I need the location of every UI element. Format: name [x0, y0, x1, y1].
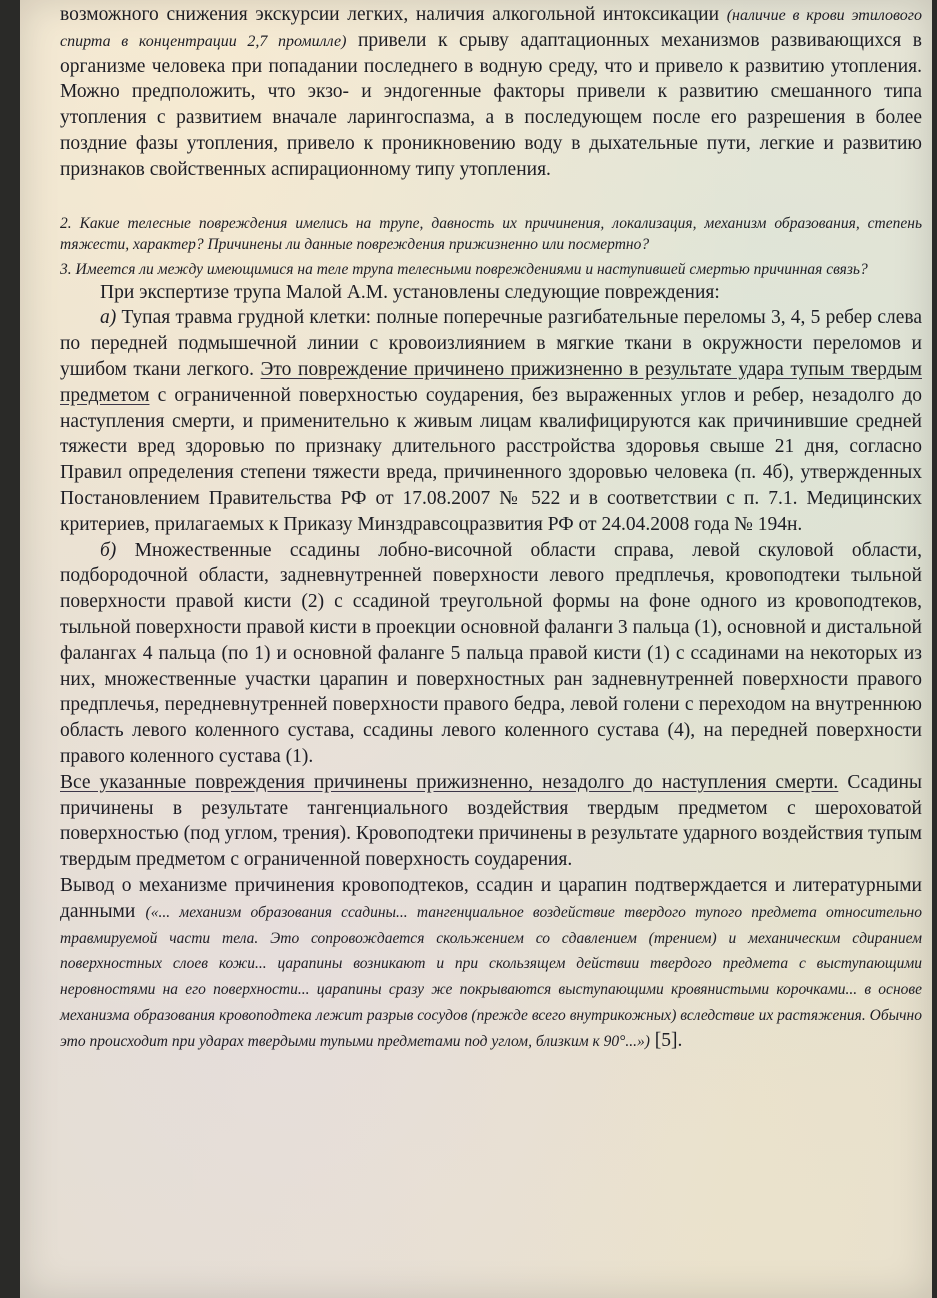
mechanism-text: Вывод о механизме причинения кровоподтеков, ссадин и царапин подтверждается и литературными данными: [60, 874, 922, 922]
item-a-marker: а): [100, 307, 117, 329]
item-a-text-1: Тупая травма грудной клетки: полные поперечные разгибательные переломы 3, 4, 5 ребер слева по передней подмышечной линии с кровоизлиянием в мягкие ткани в окружности переломов и ушибом ткани легкого.: [60, 307, 922, 380]
item-b-text: Множественные ссадины лобно-височной области справа, левой скуловой области, подбородочной области, задневнутренней поверхности левого предплечья, кровоподтеки тыльной поверхности правой кисти (2) с ссадиной треугольной формы на фоне одного из кровоподтеков, тыльной поверхности правой кисти в проекции основной фаланги 3 пальца (1), основной и дистальной фалангах 4 пальца (по 1) и основной фаланге 5 пальца правой кисти (1) с ссадинами на некоторых из них, множественные участки царапин и поверхностных ран задневнутренней поверхности правого предплечья, передневнутренней поверхности правого бедра, левой голени с переходом на внутреннюю область левого коленного сустава, ссадины левого коленного сустава (4), на передней поверхности правого коленного сустава (1).: [60, 539, 922, 767]
intro-text-2: привели к срыву адаптационных механизмов развивающихся в организме человека при попадании последнего в водную среду, что и привело к развитию утопления. Можно предположить, что экзо- и эндогенные факторы привели к развитию смешанного типа утопления с развитием вначале ларингоспазма, а в последующем после его разрешения в более поздние фазы утопления, привело к проникновению воду в дыхательные пути, легкие и развитию признаков свойственных аспирационному типу утопления.: [60, 29, 922, 180]
item-a-text-2: с ограниченной поверхностью соударения, без выраженных углов и ребер, незадолго до наступления смерти, и применительно к живым лицам квалифицируются как причинившие средней тяжести вред здоровью по признаку длительного расстройства здоровья свыше 21 дня, согласно Правил определения степени тяжести вреда, причиненного здоровью человека (п. 4б), утвержденных Постановлением Правительства РФ от 17.08.2007 № 522 и в соответствии с п. 7.1. Медицинских критериев, прилагаемых к Приказу Минздравсоцразвития РФ от 24.04.2008 года № 194н.: [60, 384, 922, 535]
conclusion-paragraph: [60, 770, 922, 873]
conclusion-text: Ссадины причинены в результате тангенциального воздействия твердым предметом с шероховатой поверхностью (под углом, трения). Кровоподтеки причинены в результате ударного воздействия тупым твердым предметом с ограниченной поверхность соударения.: [60, 771, 923, 871]
document-page: [20, 0, 932, 1298]
item-a-underlined: Это повреждение причинено прижизненно в результате удара тупым твердым предметом: [60, 358, 922, 406]
mechanism-quote: («... механизм образования ссадины... тангенциальное воздействие твердого тупого предмета относительно травмируемой части тела. Это сопровождается скольжением со сдавлением (трением) и механическим сдиранием поверхностных слоев кожи... царапины возникают и при скользящем действии твердого предмета с выступающими неровностями на его поверхности... царапины сразу же покрываются выступающими кровянистыми корочками... в основе механизма образования кровоподтека лежит разрыв сосудов (прежде всего внутрикожных) вследствие их растяжения. Обычно это происходит при ударах твердыми тупыми предметами под углом, близким к 90°...»): [60, 903, 922, 1050]
document-body: [60, 2, 922, 1053]
item-b-paragraph: [60, 538, 922, 770]
question-2: 2. Какие телесные повреждения имелись на трупе, давность их причинения, локализация, механизм образования, степень тяжести, характер? Причинены ли данные повреждения прижизненно или посмертно?: [60, 214, 922, 253]
item-a-paragraph: [60, 305, 922, 537]
spacer: [60, 183, 922, 213]
intro-italic-note: (наличие в крови этилового спирта в концентрации 2,7 промилле): [60, 7, 922, 50]
question-3: 3. Имеется ли между имеющимися на теле трупа телесными повреждениями и наступившей смертью причинная связь?: [60, 260, 868, 278]
conclusion-underlined: Все указанные повреждения причинены прижизненно, незадолго до наступления смерти.: [60, 771, 839, 793]
intro-paragraph: [60, 2, 922, 183]
mechanism-paragraph: [60, 873, 922, 1054]
intro-text-1: возможного снижения экскурсии легких, наличия алкогольной интоксикации: [60, 4, 727, 25]
expertise-intro: При экспертизе трупа Малой А.М. установлены следующие повреждения:: [100, 281, 720, 303]
mechanism-reference: [5].: [649, 1029, 683, 1051]
item-b-marker: б): [100, 539, 117, 561]
